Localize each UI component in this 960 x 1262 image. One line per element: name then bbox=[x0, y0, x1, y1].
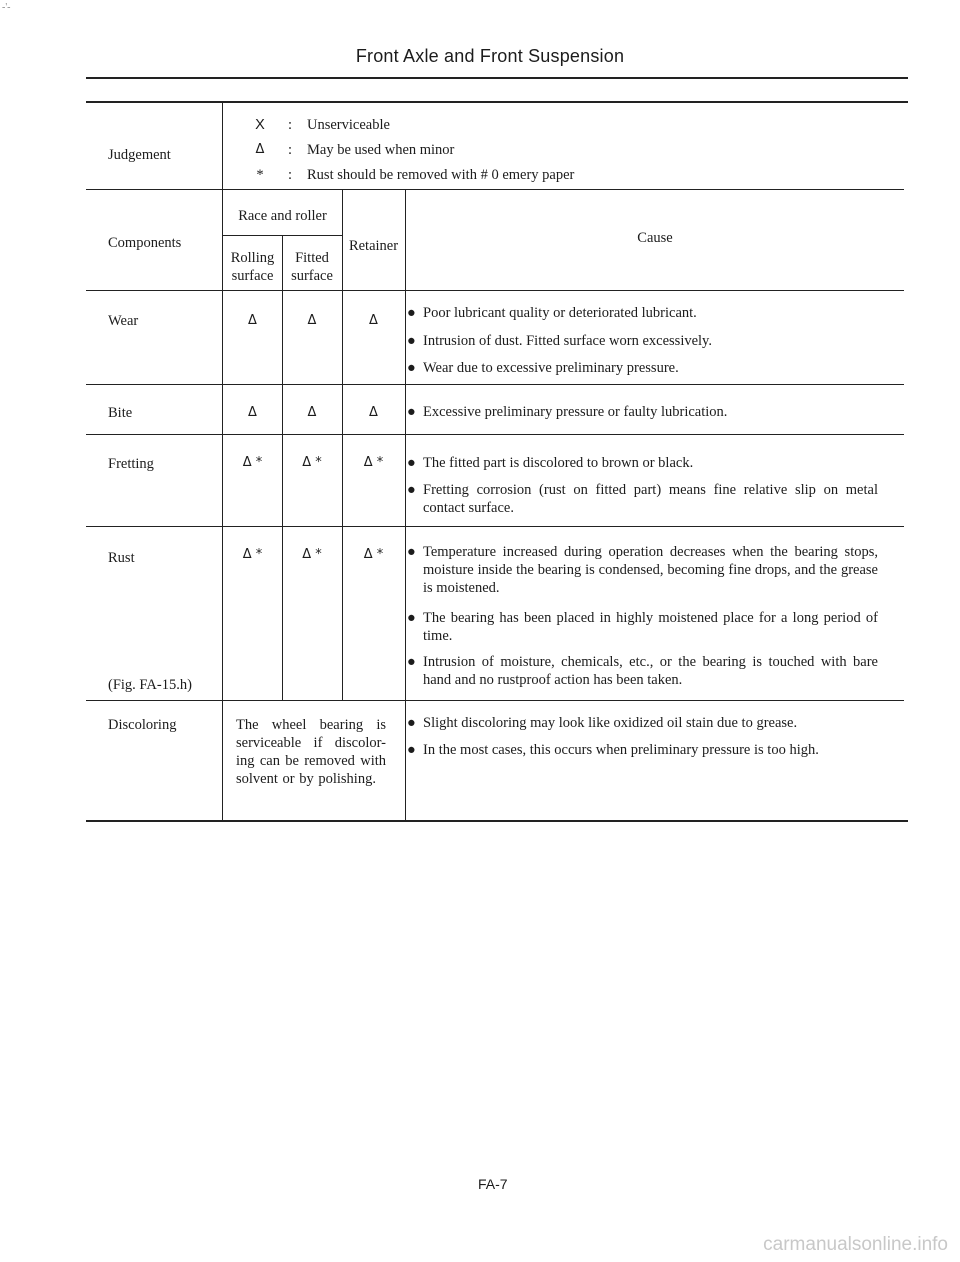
row-label-fretting: Fretting bbox=[108, 456, 154, 472]
bite-rolling-cell: Δ bbox=[248, 405, 257, 420]
bullet-icon: ● bbox=[407, 742, 416, 758]
judgement-label: Judgement bbox=[108, 147, 171, 163]
cause-text: Excessive preliminary pressure or faulty lubrication. bbox=[423, 404, 728, 420]
cause-text: Fretting corrosion (rust on fitted part) means fine relative slip on metal contact surface. bbox=[423, 482, 878, 516]
cause-item bbox=[407, 332, 878, 350]
cause-text: Intrusion of moisture, chemicals, etc., or the bearing is touched with bare hand and no rustproof action has been taken. bbox=[423, 654, 878, 688]
race-and-roller-label: Race and roller bbox=[238, 208, 327, 224]
wear-rolling-cell: Δ bbox=[248, 313, 257, 328]
bullet-icon: ● bbox=[407, 715, 416, 731]
bite-retainer-cell: Δ bbox=[369, 405, 378, 420]
retainer-label: Retainer bbox=[348, 238, 399, 254]
page-title: Front Axle and Front Suspension bbox=[355, 46, 625, 66]
fitted-surface-label bbox=[282, 249, 342, 285]
cause-text: In the most cases, this occurs when preliminary pressure is too high. bbox=[423, 742, 819, 758]
cause-label: Cause bbox=[637, 230, 673, 246]
legend-delta-text: May be used when minor bbox=[307, 142, 455, 158]
legend-x-text: Unserviceable bbox=[307, 117, 390, 133]
legend-colon: : bbox=[288, 167, 293, 183]
rust-rolling-cell: Δ * bbox=[242, 547, 263, 562]
discoloring-merged-note: The wheel bearing is serviceable if discolor-ing can be removed with solvent or by polishing. bbox=[236, 717, 386, 787]
legend-x-symbol: X bbox=[255, 117, 265, 133]
fitted-label-line2: surface bbox=[291, 268, 333, 284]
legend-colon: : bbox=[288, 142, 293, 158]
col-divider-fitted-retainer bbox=[342, 190, 343, 700]
table-top-rule bbox=[86, 101, 908, 103]
page-number: FA-7 bbox=[478, 1176, 508, 1192]
cause-item bbox=[407, 454, 878, 472]
fitted-label-line1: Fitted bbox=[295, 250, 329, 266]
rule-under-components bbox=[86, 290, 904, 291]
cause-item bbox=[407, 359, 878, 377]
bullet-icon: ● bbox=[407, 360, 416, 376]
fretting-rolling-cell: Δ * bbox=[242, 455, 263, 470]
bullet-icon: ● bbox=[407, 305, 416, 321]
table-bottom-rule bbox=[86, 820, 908, 822]
bullet-icon: ● bbox=[407, 455, 416, 471]
rule-under-title bbox=[86, 77, 908, 79]
legend-colon: : bbox=[288, 117, 293, 133]
cause-item bbox=[407, 481, 878, 517]
cause-item bbox=[407, 403, 878, 421]
cause-text: Slight discoloring may look like oxidized oil stain due to grease. bbox=[423, 715, 798, 731]
watermark: carmanualsonline.info bbox=[763, 1234, 948, 1255]
cause-text: Wear due to excessive preliminary pressure. bbox=[423, 360, 679, 376]
rule-under-fretting bbox=[86, 526, 904, 527]
cause-text: Temperature increased during operation decreases when the bearing stops, moisture inside the bearing is condensed, becoming fine drops, and the grease is moistened. bbox=[423, 544, 878, 596]
bullet-icon: ● bbox=[407, 544, 416, 560]
wear-fitted-cell: Δ bbox=[307, 313, 317, 328]
bullet-icon: ● bbox=[407, 333, 416, 349]
cause-item bbox=[407, 304, 878, 322]
legend-star-text: Rust should be removed with # 0 emery paper bbox=[307, 167, 575, 183]
cause-text: The fitted part is discolored to brown or black. bbox=[423, 455, 694, 471]
cause-text: Intrusion of dust. Fitted surface worn excessively. bbox=[423, 333, 712, 349]
bullet-icon: ● bbox=[407, 654, 416, 670]
bullet-icon: ● bbox=[407, 482, 416, 498]
rolling-label-line1: Rolling bbox=[230, 250, 275, 266]
row-label-bite: Bite bbox=[108, 405, 133, 421]
cause-item bbox=[407, 609, 878, 645]
rule-under-rust bbox=[86, 700, 904, 701]
fretting-retainer-cell: Δ * bbox=[363, 455, 384, 470]
row-label-wear: Wear bbox=[108, 313, 139, 329]
rust-retainer-cell: Δ * bbox=[363, 547, 384, 562]
rust-fitted-cell: Δ * bbox=[302, 547, 322, 562]
legend-star-symbol: * bbox=[256, 167, 264, 183]
cause-item bbox=[407, 653, 878, 689]
cause-text: The bearing has been placed in highly moistened place for a long period of time. bbox=[423, 610, 878, 644]
cause-item bbox=[407, 714, 878, 732]
rolling-label-line2: surface bbox=[231, 268, 274, 284]
col-divider-retainer-cause bbox=[405, 190, 406, 821]
row-label-discoloring: Discoloring bbox=[108, 717, 177, 733]
corner-mark: -'- bbox=[2, 2, 11, 13]
rule-under-wear bbox=[86, 384, 904, 385]
fretting-fitted-cell: Δ * bbox=[302, 455, 322, 470]
wear-retainer-cell: Δ bbox=[369, 313, 378, 328]
bullet-icon: ● bbox=[407, 404, 416, 420]
cause-item bbox=[407, 543, 878, 597]
legend-delta-symbol: Δ bbox=[255, 142, 265, 157]
row-sublabel-rust: (Fig. FA-15.h) bbox=[108, 677, 192, 693]
rolling-surface-label bbox=[223, 249, 282, 285]
components-label: Components bbox=[108, 235, 182, 251]
cause-text: Poor lubricant quality or deteriorated lubricant. bbox=[423, 305, 697, 321]
rule-under-bite bbox=[86, 434, 904, 435]
cause-item bbox=[407, 741, 878, 759]
rule-under-judgement bbox=[86, 189, 904, 190]
bite-fitted-cell: Δ bbox=[307, 405, 317, 420]
row-label-rust: Rust bbox=[108, 550, 135, 566]
bullet-icon: ● bbox=[407, 610, 416, 626]
